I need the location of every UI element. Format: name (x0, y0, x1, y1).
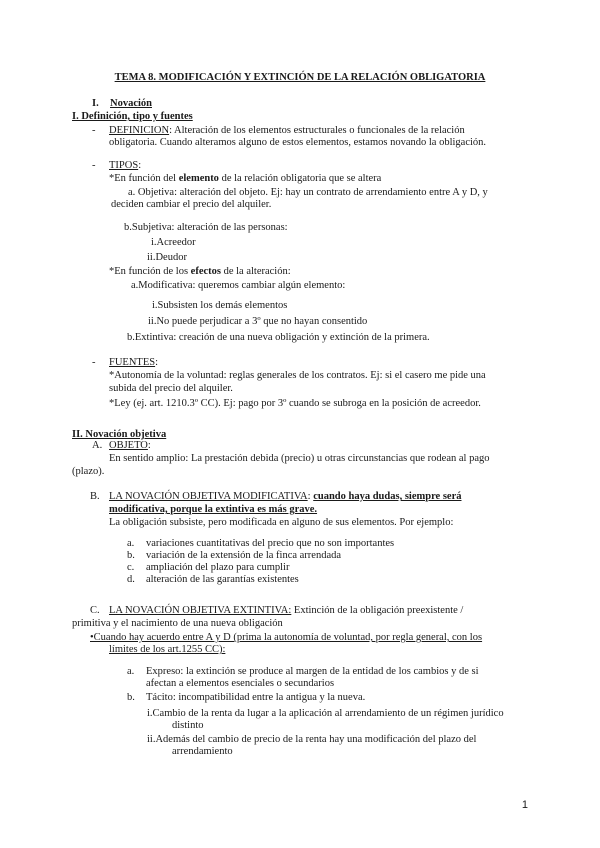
modificativa-intro: La obligación subsiste, pero modificada en alguno de sus elementos. Por ejemplo: (109, 517, 454, 528)
list-item: variación de la extensión de la finca arrendada (146, 550, 342, 561)
list-item: alteración de las garantías existentes (146, 574, 299, 585)
definicion-text: : Alteración de los elementos estructurales o funcionales de la relación (169, 125, 465, 136)
tipos-objetiva-line-2: deciden cambiar el precio del alquiler. (111, 199, 272, 210)
list-marker: a. (127, 666, 135, 677)
extintiva-tacito-i-line-2: distinto (172, 720, 204, 731)
definicion-line-1 (109, 125, 465, 137)
bold-text: elemento (178, 173, 219, 184)
tipos-criterion-element (109, 173, 381, 185)
text: de la alteración: (220, 266, 291, 277)
extintiva-tacito-i-line-1: i.Cambio de la renta da lugar a la aplicación al arrendamiento de un régimen jurídico (147, 708, 504, 719)
extintiva-acuerdo-line-1: •Cuando hay acuerdo entre A y D (prima la autonomía de voluntad, por regla general, con los (90, 632, 483, 643)
list-marker: a. (127, 538, 135, 549)
modificativa-note: cuando haya dudas, siempre será (313, 491, 462, 502)
text: *En función de los (109, 266, 191, 277)
objeto-letter: A. (92, 440, 103, 451)
page-title: TEMA 8. MODIFICACIÓN Y EXTINCIÓN DE LA RELACIÓN OBLIGATORIA (114, 72, 486, 83)
objeto-line-2: (plazo). (72, 466, 105, 477)
tipos-colon: : (138, 160, 142, 171)
modificativa-heading (109, 491, 462, 503)
extintiva-acuerdo-line-2: límites de los art.1255 CC): (109, 644, 226, 655)
extintiva-expreso-line-2: afectan a elementos esenciales o secundarios (146, 678, 335, 689)
fuentes-line-2: subida del precio del alquiler. (109, 383, 233, 394)
fuentes-label: FUENTES (109, 357, 156, 368)
modificativa-note-line-2: modificativa, porque la extintiva es más grave. (109, 504, 318, 515)
definicion-line-2: obligatoria. Cuando alteramos alguno de estos elementos, estamos novando la obligación. (109, 137, 487, 148)
page-number: 1 (521, 799, 528, 811)
modificativa-label: LA NOVACIÓN OBJETIVA MODIFICATIVA (109, 491, 308, 502)
fuentes-heading (109, 357, 158, 369)
section-2-heading: II. Novación objetiva (72, 429, 167, 440)
tipos-objetiva-line-1: a. Objetiva: alteración del objeto. Ej: hay un contrato de arrendamiento entre A y D, y (128, 187, 488, 198)
tipos-modificativa-i: i.Subsisten los demás elementos (152, 300, 288, 311)
fuentes-colon: : (155, 357, 159, 368)
list-marker: b. (127, 550, 135, 561)
bullet-dash: - (92, 357, 96, 368)
definicion-label: DEFINICION (109, 125, 170, 136)
extintiva-expreso-line-1: Expreso: la extinción se produce al margen de la entidad de los cambios y de si (146, 666, 479, 677)
extintiva-tacito-ii-line-2: arrendamiento (172, 746, 233, 757)
objeto-line-1: En sentido amplio: La prestación debida (precio) u otras circunstancias que rodean al pago (109, 453, 490, 464)
fuentes-line-1: *Autonomía de la voluntad: reglas generales de los contratos. Ej: si el casero me pide una (109, 370, 486, 381)
text: *En función del (109, 173, 179, 184)
objeto-heading (109, 440, 151, 452)
tipos-label: TIPOS (109, 160, 139, 171)
bullet-dash: - (92, 125, 96, 136)
section-1-title: Novación (110, 98, 152, 109)
tipos-subjetiva-acreedor: i.Acreedor (151, 237, 196, 248)
objeto-label: OBJETO (109, 440, 148, 451)
list-marker: c. (127, 562, 135, 573)
bullet-dash: - (92, 160, 96, 171)
section-1a-heading: I. Definición, tipo y fuentes (72, 111, 193, 122)
modificativa-letter: B. (90, 491, 100, 502)
extintiva-tacito: Tácito: incompatibilidad entre la antigua y la nueva. (146, 692, 366, 703)
tipos-subjetiva: b.Subjetiva: alteración de las personas: (124, 222, 288, 233)
tipos-extintiva: b.Extintiva: creación de una nueva obligación y extinción de la primera. (127, 332, 430, 343)
fuentes-line-3: *Ley (ej. art. 1210.3º CC). Ej: pago por 3º cuando se subroga en la posición de acreedor. (109, 398, 481, 409)
tipos-heading (109, 160, 141, 172)
list-marker: b. (127, 692, 135, 703)
objeto-colon: : (147, 440, 151, 451)
extintiva-label: LA NOVACIÓN OBJETIVA EXTINTIVA: (109, 605, 292, 616)
extintiva-heading (109, 605, 463, 617)
list-item: ampliación del plazo para cumplir (146, 562, 290, 573)
extintiva-line-2: primitiva y el nacimiento de una nueva obligación (72, 618, 283, 629)
bold-text: efectos (190, 266, 221, 277)
text: de la relación obligatoria que se altera (218, 173, 382, 184)
extintiva-letter: C. (90, 605, 100, 616)
tipos-subjetiva-deudor: ii.Deudor (147, 252, 187, 263)
tipos-criterion-effects (109, 266, 291, 278)
section-1-number: I. (92, 98, 99, 109)
list-item: variaciones cuantitativas del precio que no son importantes (146, 538, 395, 549)
extintiva-text: Extinción de la obligación preexistente / (291, 605, 464, 616)
list-marker: d. (127, 574, 135, 585)
modificativa-colon: : (307, 491, 311, 502)
extintiva-tacito-ii-line-1: ii.Además del cambio de precio de la renta hay una modificación del plazo del (147, 734, 477, 745)
tipos-modificativa: a.Modificativa: queremos cambiar algún elemento: (131, 280, 346, 291)
tipos-modificativa-ii: ii.No puede perjudicar a 3º que no hayan consentido (148, 316, 368, 327)
